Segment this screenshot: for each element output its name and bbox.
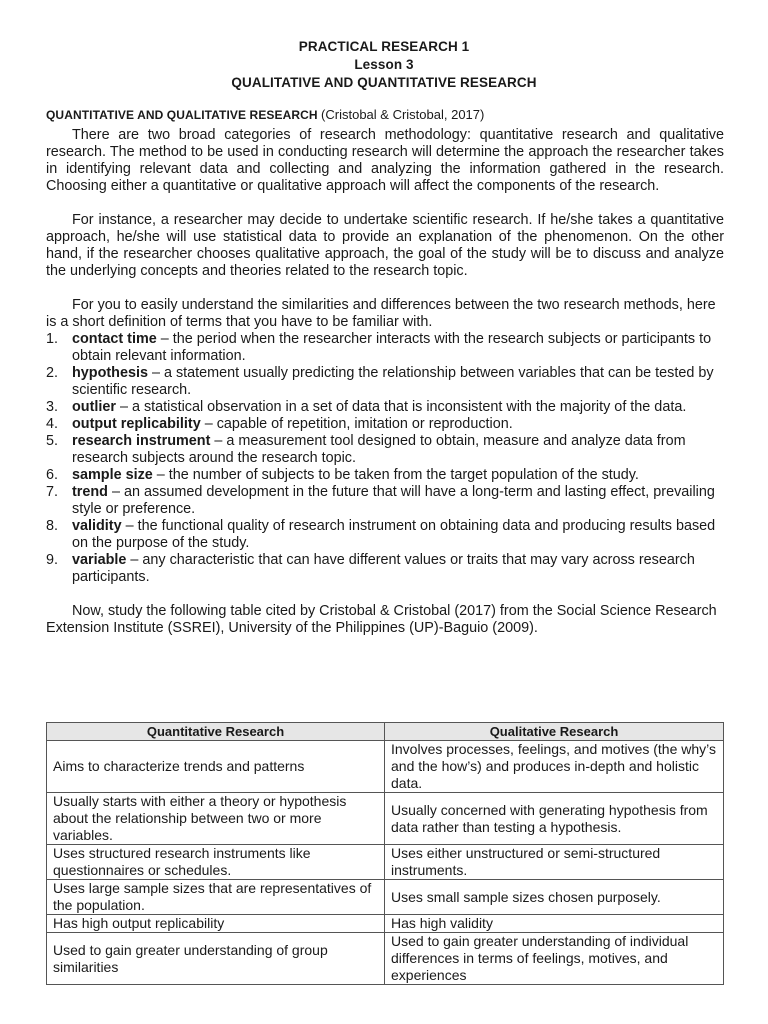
column-header-qualitative: Qualitative Research <box>385 723 724 741</box>
section-heading <box>46 106 724 124</box>
table-row <box>47 933 724 985</box>
table-header-row <box>47 723 724 741</box>
document-body <box>46 106 724 637</box>
table-row <box>47 741 724 793</box>
paragraph-table-intro: Now, study the following table cited by Cristobal & Cristobal (2017) from the Social Science Research Extension Institute (SSREI), University of the Philippines (UP)-Baguio (2009). <box>46 603 717 636</box>
definition: – the number of subjects to be taken from the target population of the study. <box>152 467 639 483</box>
section-citation: (Cristobal & Cristobal, 2017) <box>321 107 485 122</box>
term: trend <box>72 484 108 500</box>
list-item <box>46 331 724 365</box>
table-cell: Uses large sample sizes that are representatives of the population. <box>47 880 385 915</box>
paragraph-definitions-intro: For you to easily understand the similarities and differences between the two research methods, here is a short definition of terms that you have to be familiar with. <box>46 297 716 330</box>
table-cell: Uses small sample sizes chosen purposely. <box>385 880 724 915</box>
table-cell: Usually concerned with generating hypothesis from data rather than testing a hypothesis. <box>385 793 724 845</box>
list-number: 1. <box>46 331 59 347</box>
table-cell: Has high validity <box>385 915 724 933</box>
list-item <box>46 484 724 518</box>
term: sample size <box>72 467 153 483</box>
comparison-table <box>46 722 724 985</box>
term: contact time <box>72 331 157 347</box>
table-cell: Has high output replicability <box>47 915 385 933</box>
table-row <box>47 880 724 915</box>
term: output replicability <box>72 416 201 432</box>
list-item <box>46 365 724 399</box>
column-header-quantitative: Quantitative Research <box>47 723 385 741</box>
definition: – a statistical observation in a set of data that is inconsistent with the majority of the data. <box>115 399 687 415</box>
table-cell: Uses either unstructured or semi-structured instruments. <box>385 845 724 880</box>
term: hypothesis <box>72 365 148 381</box>
table-cell: Used to gain greater understanding of individual differences in terms of feelings, motives, and experiences <box>385 933 724 985</box>
table-row <box>47 845 724 880</box>
list-item <box>46 416 724 433</box>
definition: – an assumed development in the future that will have a long-term and lasting effect, prevailing style or preference. <box>72 484 715 517</box>
list-number: 2. <box>46 365 59 381</box>
definition: – any characteristic that can have different values or traits that may vary across research participants. <box>72 552 695 585</box>
lesson-number: Lesson 3 <box>354 57 414 72</box>
list-item <box>46 518 724 552</box>
list-number: 9. <box>46 552 59 568</box>
lesson-title: QUALITATIVE AND QUANTITATIVE RESEARCH <box>231 75 537 90</box>
list-number: 6. <box>46 467 59 483</box>
definition: – capable of repetition, imitation or reproduction. <box>200 416 513 432</box>
term: outlier <box>72 399 116 415</box>
table-cell: Aims to characterize trends and patterns <box>47 741 385 793</box>
document-header <box>0 38 768 92</box>
list-item <box>46 399 724 416</box>
paragraph-example: For instance, a researcher may decide to undertake scientific research. If he/she takes a quantitative approach, he/she will use statistical data to provide an explanation of the phenomenon. On the other hand, if the researcher chooses qualitative approach, the goal of the study will be to discuss and analyze the underlying concepts and theories related to the research topic. <box>46 212 724 279</box>
term: research instrument <box>72 433 211 449</box>
table-cell: Usually starts with either a theory or hypothesis about the relationship between two or more variables. <box>47 793 385 845</box>
definition: – a statement usually predicting the relationship between variables that can be tested by scientific research. <box>72 365 714 398</box>
list-item <box>46 433 724 467</box>
definition: – a measurement tool designed to obtain, measure and analyze data from research subjects around the research topic. <box>72 433 686 466</box>
subject-title: PRACTICAL RESEARCH 1 <box>298 39 470 54</box>
list-number: 7. <box>46 484 59 500</box>
list-number: 8. <box>46 518 59 534</box>
table-cell: Uses structured research instruments like questionnaires or schedules. <box>47 845 385 880</box>
table-row <box>47 793 724 845</box>
list-number: 4. <box>46 416 59 432</box>
list-item <box>46 552 724 586</box>
list-number: 3. <box>46 399 59 415</box>
table-cell: Involves processes, feelings, and motives (the why’s and the how’s) and produces in-depth and holistic data. <box>385 741 724 793</box>
paragraph-intro: There are two broad categories of research methodology: quantitative research and qualitative research. The method to be used in conducting research will determine the approach the researcher takes in identifying relevant data and collecting and analyzing the information gathered in the research. Choosing either a quantitative or qualitative approach will affect the components of the research. <box>46 127 724 194</box>
table-cell: Used to gain greater understanding of group similarities <box>47 933 385 985</box>
table-row <box>47 915 724 933</box>
term: variable <box>72 552 127 568</box>
list-number: 5. <box>46 433 59 449</box>
list-item <box>46 467 724 484</box>
section-title: QUANTITATIVE AND QUALITATIVE RESEARCH <box>46 108 318 122</box>
definition: – the period when the researcher interacts with the research subjects or participants to obtain relevant information. <box>72 331 712 364</box>
definition: – the functional quality of research instrument on obtaining data and producing results based on the purpose of the study. <box>72 518 716 551</box>
definition-list <box>46 331 724 586</box>
term: validity <box>72 518 122 534</box>
